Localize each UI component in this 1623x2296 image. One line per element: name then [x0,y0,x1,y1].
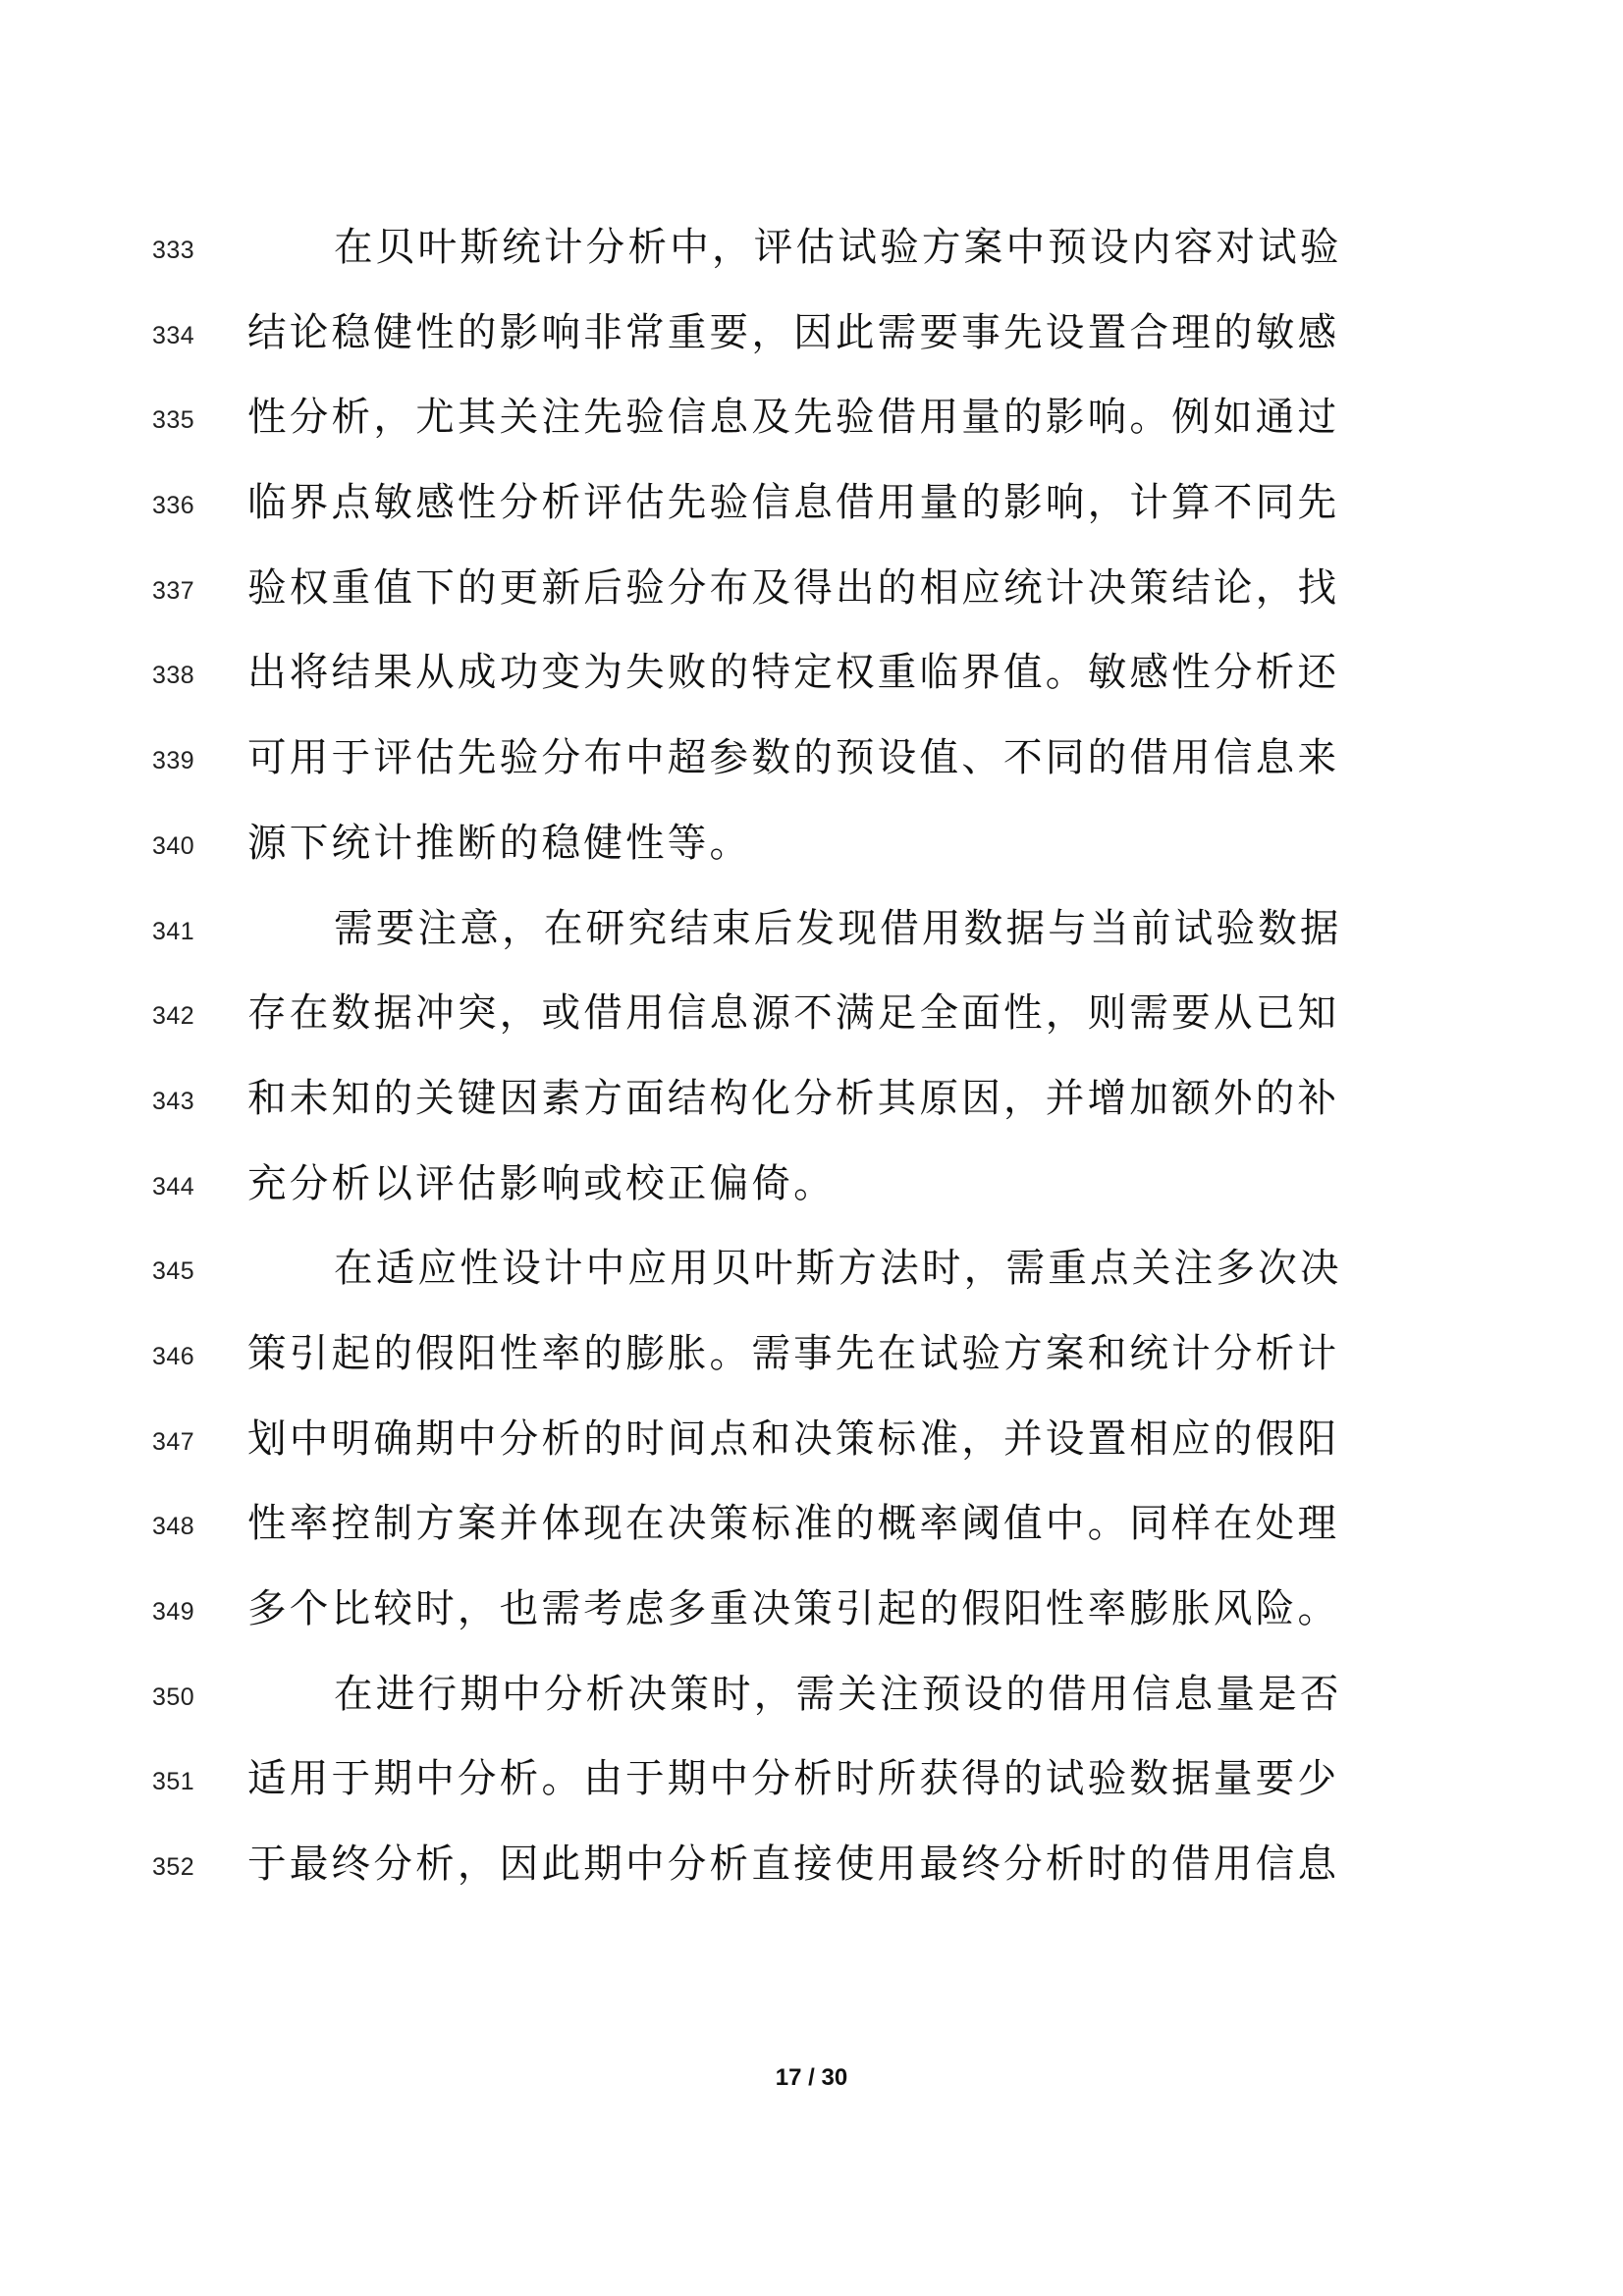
page-footer [0,2064,1623,2092]
text-line [0,1235,1623,1320]
text-line [0,810,1623,895]
line-number: 349 [152,1598,195,1626]
line-text: 出将结果从成功变为失败的特定权重临界值。敏感性分析还 [247,650,1340,696]
line-text: 源下统计推断的稳健性等。 [247,820,752,866]
line-number: 338 [152,662,195,690]
line-number: 346 [152,1342,195,1370]
line-text: 策引起的假阳性率的膨胀。需事先在试验方案和统计分析计 [247,1330,1340,1376]
text-line [0,980,1623,1065]
line-text: 可用于评估先验分布中超参数的预设值、不同的借用信息来 [247,735,1340,781]
line-number: 335 [152,406,195,435]
line-number: 333 [152,237,195,264]
text-line [0,299,1623,385]
text-line [0,639,1623,724]
line-number: 334 [152,321,195,349]
text-line [0,1490,1623,1575]
line-text: 于最终分析，因此期中分析直接使用最终分析时的借用信息 [247,1842,1340,1888]
line-text: 性率控制方案并体现在决策标准的概率阈值中。同样在处理 [247,1501,1340,1547]
page-indicator: 17 / 30 [775,2064,848,2091]
text-line [0,1320,1623,1406]
text-line [0,1745,1623,1831]
text-line [0,555,1623,640]
line-text: 存在数据冲突，或借用信息源不满足全面性，则需要从已知 [247,990,1340,1037]
line-text: 在进行期中分析决策时，需关注预设的借用信息量是否 [334,1671,1342,1717]
line-number: 342 [152,1002,195,1031]
line-text: 在贝叶斯统计分析中，评估试验方案中预设内容对试验 [334,225,1342,270]
text-line [0,1406,1623,1491]
line-text: 临界点敏感性分析评估先验信息借用量的影响，计算不同先 [247,480,1340,526]
text-line [0,469,1623,555]
line-number: 344 [152,1172,195,1201]
text-line [0,1831,1623,1916]
line-number: 348 [152,1513,195,1541]
line-number: 341 [152,917,195,945]
line-number: 337 [152,576,195,605]
line-text: 需要注意，在研究结束后发现借用数据与当前试验数据 [334,905,1342,951]
line-text: 适用于期中分析。由于期中分析时所获得的试验数据量要少 [247,1756,1340,1802]
line-number: 350 [152,1682,195,1711]
text-line [0,214,1623,299]
line-number: 345 [152,1257,195,1286]
text-line [0,895,1623,981]
text-line [0,1065,1623,1150]
text-line [0,1575,1623,1661]
line-number: 347 [152,1427,195,1456]
line-number: 336 [152,492,195,520]
line-text: 和未知的关键因素方面结构化分析其原因，并增加额外的补 [247,1075,1340,1121]
line-text: 在适应性设计中应用贝叶斯方法时，需重点关注多次决 [334,1246,1342,1292]
text-line [0,724,1623,810]
text-line [0,1661,1623,1746]
line-number: 343 [152,1087,195,1115]
line-text: 性分析，尤其关注先验信息及先验借用量的影响。例如通过 [247,395,1340,441]
body-text [0,214,1623,1916]
line-number: 352 [152,1853,195,1882]
line-text: 验权重值下的更新后验分布及得出的相应统计决策结论，找 [247,564,1340,611]
line-text: 划中明确期中分析的时间点和决策标准，并设置相应的假阳 [247,1415,1340,1462]
text-line [0,384,1623,469]
line-number: 351 [152,1768,195,1796]
line-number: 339 [152,747,195,775]
line-number: 340 [152,831,195,860]
line-text: 结论稳健性的影响非常重要，因此需要事先设置合理的敏感 [247,309,1340,355]
line-text: 充分析以评估影响或校正偏倚。 [247,1160,836,1206]
text-line [0,1150,1623,1236]
line-text: 多个比较时，也需考虑多重决策引起的假阳性率膨胀风险。 [247,1586,1340,1631]
